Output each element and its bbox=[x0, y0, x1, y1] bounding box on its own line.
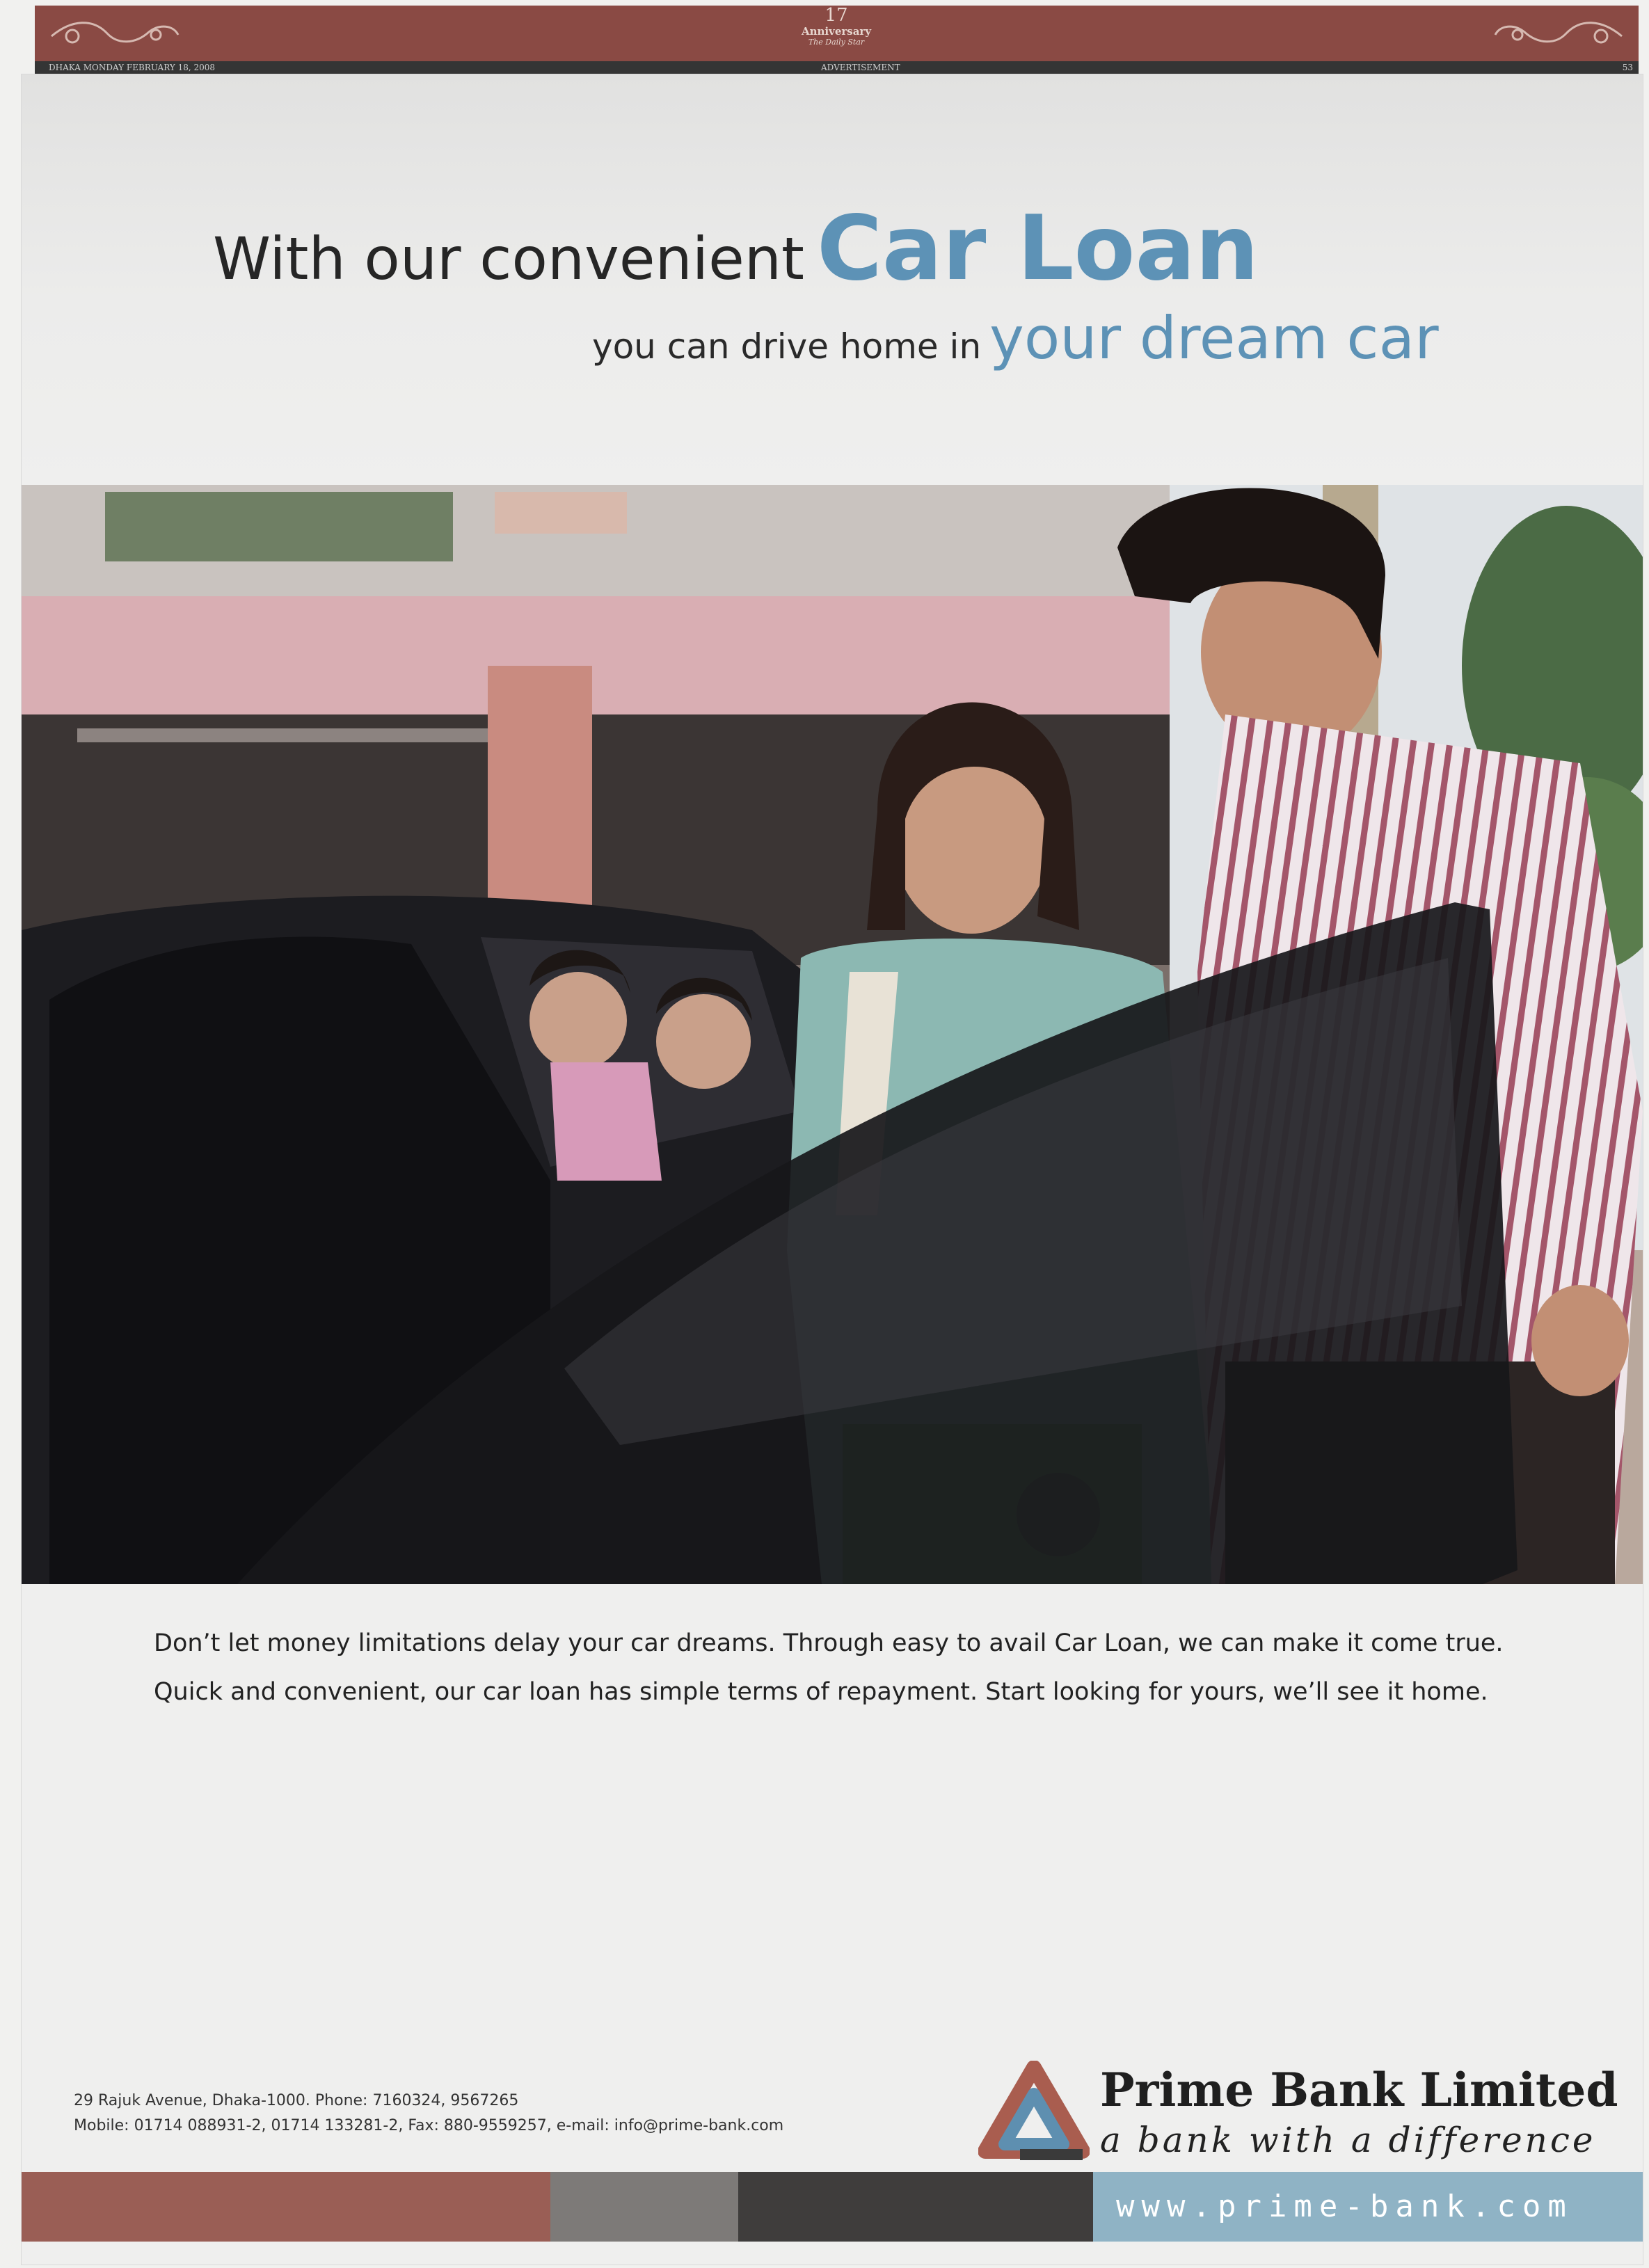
ornament-flourish-icon bbox=[1490, 15, 1629, 51]
paper-name: The Daily Star bbox=[808, 38, 865, 47]
ornament-flourish-icon bbox=[45, 15, 184, 51]
contact-address: 29 Rajuk Avenue, Dhaka-1000. Phone: 7160324, 9567265 bbox=[74, 2092, 519, 2109]
page-number: 53 bbox=[1622, 63, 1633, 72]
section-label: ADVERTISEMENT bbox=[821, 63, 900, 72]
headline-product: Car Loan bbox=[816, 197, 1259, 301]
anniversary-logo bbox=[767, 6, 906, 61]
body-copy bbox=[154, 1619, 1587, 1716]
contact-mobile: Mobile: 01714 088931-2, 01714 133281-2, Fax: 880-9559257, e-mail: info@prime-bank.com bbox=[74, 2117, 784, 2134]
contact-info bbox=[74, 2089, 783, 2139]
anniversary-label: Anniversary bbox=[801, 25, 872, 38]
website-link[interactable]: www.prime-bank.com bbox=[1116, 2189, 1573, 2224]
subheadline-accent: your dream car bbox=[989, 304, 1439, 372]
subheadline-lead: you can drive home in bbox=[592, 326, 982, 367]
headline-line1 bbox=[213, 197, 1259, 301]
photo-illustration bbox=[22, 485, 1643, 1584]
headline-line2 bbox=[592, 304, 1439, 372]
newspaper-masthead bbox=[35, 6, 1639, 61]
headline-band bbox=[22, 74, 1643, 485]
prime-bank-logo-icon bbox=[978, 2061, 1090, 2165]
dateline-bar bbox=[35, 61, 1639, 74]
advertisement bbox=[21, 74, 1643, 2265]
anniversary-number: 17 bbox=[824, 5, 848, 26]
body-paragraph-1: Don’t let money limitations delay your car dreams. Through easy to avail Car Loan, we can make it come true. bbox=[154, 1629, 1504, 1657]
body-paragraph-2: Quick and convenient, our car loan has simple terms of repayment. Start looking for yours, we’ll see it home. bbox=[154, 1678, 1488, 1706]
dateline-date: DHAKA MONDAY FEBRUARY 18, 2008 bbox=[49, 63, 216, 72]
family-car-photo bbox=[22, 485, 1643, 1584]
headline-lead: With our convenient bbox=[213, 225, 804, 293]
brand-name: Prime Bank Limited bbox=[1100, 2063, 1618, 2117]
brand-tagline: a bank with a difference bbox=[1100, 2120, 1596, 2160]
